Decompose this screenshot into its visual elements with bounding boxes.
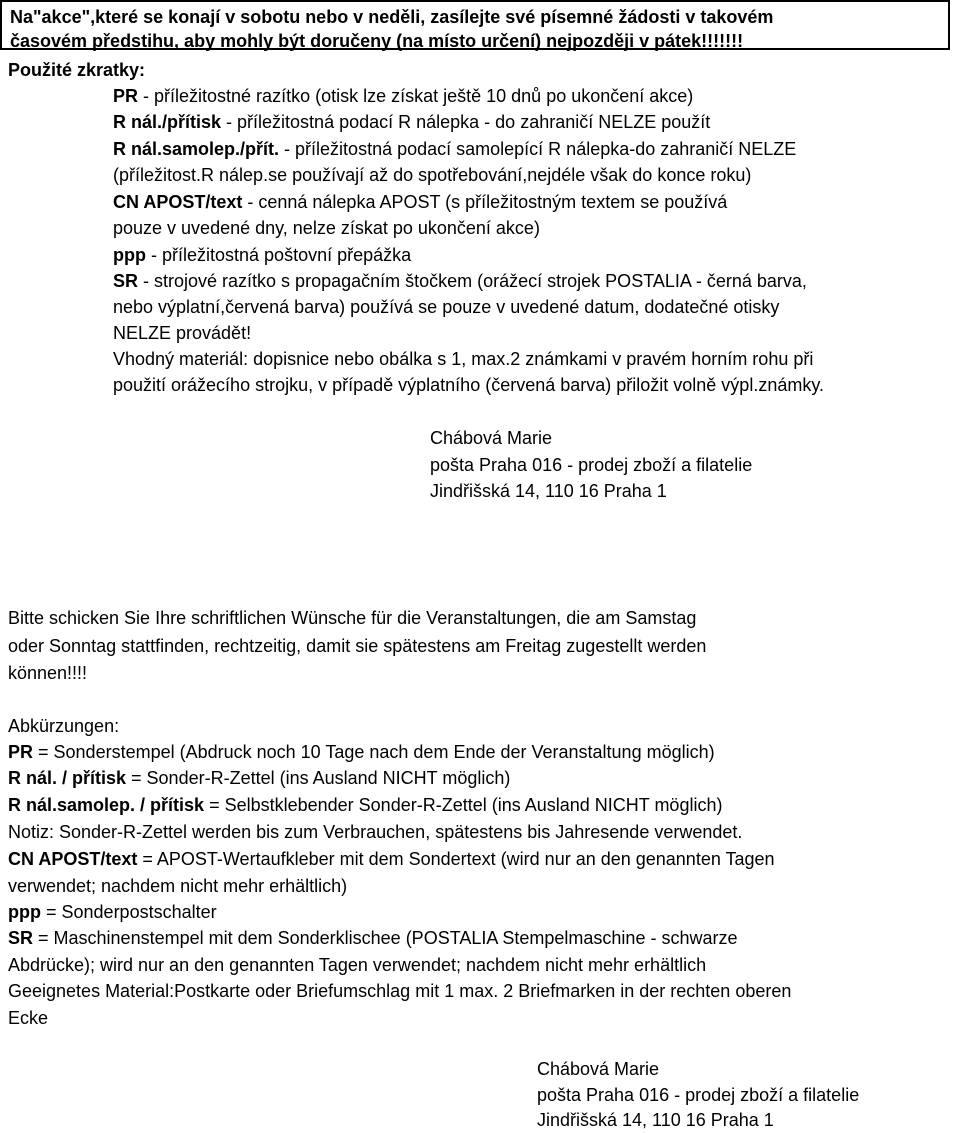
de-sr-cont1: Abdrücke); wird nur an den genannten Tagen verwendet; nachdem nicht mehr erhältlich (8, 955, 707, 975)
term: SR (113, 271, 139, 291)
de-pr-row (8, 739, 715, 765)
de-contact-office: pošta Praha 016 - prodej zboží a filatelie (537, 1085, 860, 1105)
notice-box (0, 0, 950, 50)
term: CN APOST/text (113, 192, 243, 212)
term: R nál.samolep. / přítisk (8, 795, 205, 815)
de-samolep-row (8, 792, 722, 818)
de-intro-1: Bitte schicken Sie Ihre schriftlichen Wünsche für die Veranstaltungen, die am Samstag (8, 608, 697, 628)
cz-samolep-cont: (příležitost.R nálep.se používají až do spotřebování,nejdéle však do konce roku) (113, 165, 752, 185)
definition: = Sonderpostschalter (41, 902, 217, 922)
definition: = APOST-Wertaufkleber mit dem Sondertext (wird nur an den genannten Tagen (137, 849, 775, 869)
definition: = Maschinenstempel mit dem Sonderklischee (POSTALIA Stempelmaschine - schwarze (33, 928, 738, 948)
term: ppp (8, 902, 41, 922)
term: PR (113, 86, 139, 106)
de-intro-2: oder Sonntag stattfinden, rechtzeitig, damit sie spätestens am Freitag zugestellt werden (8, 636, 707, 656)
definition: - příležitostná poštovní přepážka (146, 245, 412, 265)
de-notiz: Notiz: Sonder-R-Zettel werden bis zum Verbrauchen, spätestens bis Jahresende verwendet. (8, 822, 743, 842)
cz-ppp-row (113, 242, 411, 268)
cz-cn-cont: pouze v uvedené dny, nelze získat po ukončení akce) (113, 218, 540, 238)
cz-material-1: Vhodný materiál: dopisnice nebo obálka s 1, max.2 známkami v pravém horním rohu při (113, 349, 814, 369)
de-contact-name: Chábová Marie (537, 1059, 660, 1079)
term: SR (8, 928, 34, 948)
term: R nál. / přítisk (8, 768, 127, 788)
cz-pr-row (113, 83, 693, 109)
de-abbr-heading: Abkürzungen: (8, 716, 120, 736)
definition: - strojové razítko s propagačním štočkem (orážecí strojek POSTALIA - černá barva, (138, 271, 807, 291)
cz-abbr-heading: Použité zkratky: (8, 60, 146, 80)
definition: = Sonderstempel (Abdruck noch 10 Tage nach dem Ende der Veranstaltung möglich) (33, 742, 715, 762)
term: PR (8, 742, 34, 762)
cz-contact-address: Jindřišská 14, 110 16 Praha 1 (430, 481, 667, 501)
de-ppp-row (8, 899, 217, 925)
term: R nál./přítisk (113, 112, 222, 132)
de-material-2: Ecke (8, 1008, 49, 1028)
de-contact-address: Jindřišská 14, 110 16 Praha 1 (537, 1110, 774, 1130)
cz-sr-row (113, 268, 807, 294)
de-rnal-row (8, 765, 510, 791)
de-material-1: Geeignetes Material:Postkarte oder Briefumschlag mit 1 max. 2 Briefmarken in der rechten oberen (8, 981, 792, 1001)
de-cn-row (8, 846, 775, 872)
term: ppp (113, 245, 146, 265)
definition: = Selbstklebender Sonder-R-Zettel (ins Ausland NICHT möglich) (204, 795, 723, 815)
cz-material-2: použití orážecího strojku, v případě výplatního (červená barva) přiložit volně výpl.známky. (113, 375, 824, 395)
notice-line: časovém předstihu, aby mohly být doručeny (na místo určení) nejpozději v pátek!!!!!!! (10, 31, 744, 51)
de-cn-cont: verwendet; nachdem nicht mehr erhältlich) (8, 876, 348, 896)
de-sr-row (8, 925, 737, 951)
definition: - příležitostná podací samolepící R nálepka-do zahraničí NELZE (279, 139, 797, 159)
term: CN APOST/text (8, 849, 138, 869)
definition: = Sonder-R-Zettel (ins Ausland NICHT möglich) (126, 768, 511, 788)
cz-contact-office: pošta Praha 016 - prodej zboží a filatelie (430, 455, 753, 475)
term: R nál.samolep./přít. (113, 139, 280, 159)
cz-sr-cont2: NELZE provádět! (113, 323, 252, 343)
notice-line: Na"akce",které se konají v sobotu nebo v neděli, zasílejte své písemné žádosti v takovém (10, 7, 774, 27)
cz-samolep-row (113, 136, 796, 162)
definition: - příležitostná podací R nálepka - do zahraničí NELZE použít (221, 112, 711, 132)
cz-sr-cont1: nebo výplatní,červená barva) používá se pouze v uvedené datum, dodatečné otisky (113, 297, 780, 317)
definition: - příležitostné razítko (otisk lze získat ještě 10 dnů po ukončení akce) (138, 86, 694, 106)
definition: - cenná nálepka APOST (s příležitostným textem se používá (242, 192, 728, 212)
cz-rnal-row (113, 109, 710, 135)
de-intro-3: können!!!! (8, 663, 88, 683)
cz-cn-row (113, 189, 727, 215)
cz-contact-name: Chábová Marie (430, 428, 553, 448)
